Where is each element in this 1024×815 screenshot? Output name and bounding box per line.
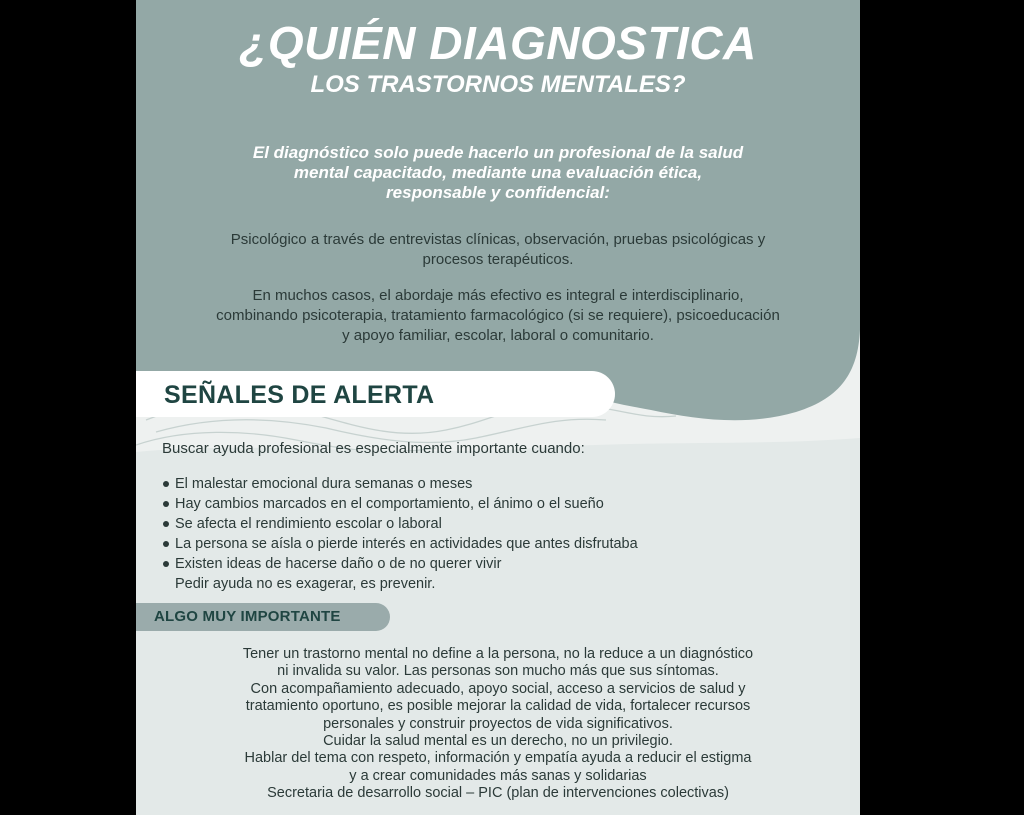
closing-line: Tener un trastorno mental no define a la persona, no la reduce a un diagnóstico xyxy=(242,646,754,662)
paragraph-line: En muchos casos, el abordaje más efectivo es integral e interdisciplinario, xyxy=(252,287,744,304)
closing-line: Con acompañamiento adecuado, apoyo social, acceso a servicios de salud y xyxy=(250,680,746,697)
list-item: Hay cambios marcados en el comportamiento, el ánimo o el sueño xyxy=(162,494,638,514)
poster xyxy=(136,0,860,815)
closing-line: Hablar del tema con respeto, información y empatía ayuda a reducir el estigma xyxy=(244,750,752,767)
alerta-note: Pedir ayuda no es exagerar, es prevenir. xyxy=(175,576,436,592)
credit-line: Secretaria de desarrollo social – PIC (plan de intervenciones colectivas) xyxy=(267,785,729,802)
importante-text xyxy=(186,646,810,803)
list-item: Existen ideas de hacerse daño o de no querer vivir xyxy=(162,554,638,574)
alerta-bullet-list xyxy=(162,474,638,594)
closing-line: tratamiento oportuno, es posible mejorar la calidad de vida, fortalecer recursos xyxy=(245,698,751,715)
paragraph-line: Psicológico a través de entrevistas clínicas, observación, pruebas psicológicas y xyxy=(230,231,766,248)
closing-line: y a crear comunidades más sanas y solidarias xyxy=(349,767,647,784)
alerta-lead: Buscar ayuda profesional es especialmente importante cuando: xyxy=(162,440,585,457)
alerta-heading: SEÑALES DE ALERTA xyxy=(164,381,435,409)
list-item: La persona se aísla o pierde interés en actividades que antes disfrutaba xyxy=(162,534,638,554)
paragraph-line: combinando psicoterapia, tratamiento farmacológico (si se requiere), psicoeducación xyxy=(216,307,780,324)
paragraph-line: y apoyo familiar, escolar, laboral o comunitario. xyxy=(342,327,654,344)
importante-heading: ALGO MUY IMPORTANTE xyxy=(154,608,341,625)
closing-line: ni invalida su valor. Las personas son mucho más que sus síntomas. xyxy=(277,663,719,680)
page-subtitle: LOS TRASTORNOS MENTALES? xyxy=(310,71,686,98)
list-item: El malestar emocional dura semanas o meses xyxy=(162,474,638,494)
intro-statement xyxy=(166,143,830,203)
closing-line: Cuidar la salud mental es un derecho, no un privilegio. xyxy=(323,733,673,750)
list-item: Se afecta el rendimiento escolar o laboral xyxy=(162,514,638,534)
intro-line: El diagnóstico solo puede hacerlo un profesional de la salud xyxy=(252,143,744,162)
intro-line: responsable y confidencial: xyxy=(386,183,610,202)
paragraph-abordaje xyxy=(146,286,850,346)
intro-line: mental capacitado, mediante una evaluación ética, xyxy=(293,163,703,182)
page-title: ¿QUIÉN DIAGNOSTICA xyxy=(239,17,757,69)
closing-line: personales y construir proyectos de vida significativos. xyxy=(323,715,673,732)
paragraph-psicologico xyxy=(146,230,850,270)
paragraph-line: procesos terapéuticos. xyxy=(422,251,574,268)
